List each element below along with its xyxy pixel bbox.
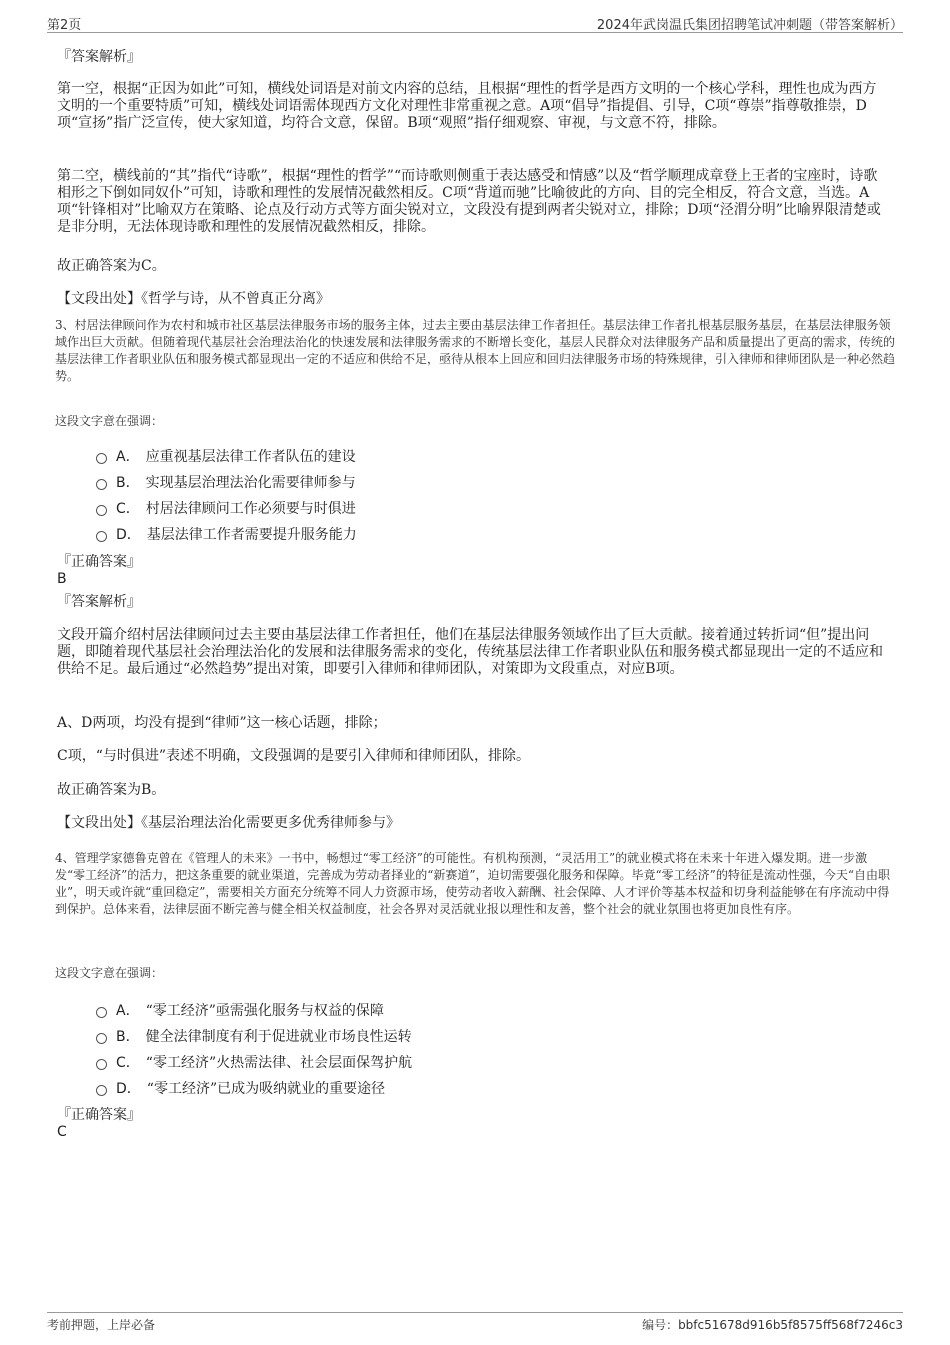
analysis-paragraph: 第一空，根据“正因为如此”可知，横线处词语是对前文内容的总结，且根据“理性的哲学是西方文明的一个核心学科，理性也成为西方文明的一个重要特质”可知，横线处词语需体现西方文化对理性非常重视之意。A项“倡导”指提倡、引导，C项“尊崇”指尊敬推崇，D项“宣扬”指广泛宣传，使大家知道，均符合文意，保留。B项“观照”指仔细观察、审视，与文意不符，排除。 [57, 81, 877, 131]
analysis-label: 『答案解析』 [57, 594, 141, 610]
option-d[interactable]: D． 基层法律工作者需要提升服务能力 [96, 524, 357, 544]
analysis-paragraph: 第二空，横线前的“其”指代“诗歌”，根据“理性的哲学”“而诗歌则侧重于表达感受和情感”以及“哲学顺理成章登上王者的宝座时，诗歌相形之下倒如同奴仆”可知，诗歌和理性的发展情况截然相反。C项“背道而驰”比喻彼此的方向、目的完全相反，符合文意，当选。A项“针锋相对”比喻双方在策略、论点及行动方式等方面尖锐对立，文段没有提到两者尖锐对立，排除；D项“泾渭分明”比喻界限清楚或是非分明，无法体现诗歌和理性的发展情况截然相反，排除。 [57, 168, 881, 235]
option-text: 实现基层治理法治化需要律师参与 [145, 475, 356, 491]
radio-icon[interactable] [96, 479, 107, 490]
correct-answer: B [57, 571, 67, 587]
radio-icon[interactable] [96, 1059, 107, 1070]
analysis-paragraph: 文段开篇介绍村居法律顾问过去主要由基层法律工作者担任，他们在基层法律服务领域作出了巨大贡献。接着通过转折词“但”提出问题，即随着现代基层社会治理法治化的发展和法律服务需求的变化，传统基层法律工作者职业队伍和服务模式都显现出一定的不适应和供给不足。最后通过“必然趋势”提出对策，即要引入律师和律师团队，对策即为文段重点，对应B项。 [57, 627, 883, 677]
correct-answer-label: 『正确答案』 [57, 554, 141, 570]
radio-icon[interactable] [96, 1007, 107, 1018]
radio-icon[interactable] [96, 1085, 107, 1096]
question-stem: 3、村居法律顾问作为农村和城市社区基层法律服务市场的服务主体，过去主要由基层法律工作者担任。基层法律工作者扎根基层服务基层，在基层法律服务领域作出巨大贡献。但随着现代基层社会治理法治化的快速发展和法律服务需求的不断增长变化，基层人民群众对法律服务产品和质量提出了更高的需求，传统的基层法律工作者职业队伍和服务模式都显现出一定的不适应和供给不足，亟待从根本上回应和回归法律服务市场的特殊规律，引入律师和律师团队是一种必然趋势。 [55, 318, 896, 383]
document-title: 2024年武岗温氏集团招聘笔试冲刺题（带答案解析） [596, 18, 903, 33]
option-text: “零工经济”火热需法律、社会层面保驾护航 [145, 1055, 413, 1071]
option-c[interactable]: C． “零工经济”火热需法律、社会层面保驾护航 [96, 1052, 412, 1072]
option-b[interactable]: B． 实现基层治理法治化需要律师参与 [96, 472, 356, 492]
option-text: “零工经济”已成为吸纳就业的重要途径 [146, 1081, 386, 1097]
question-stem: 4、管理学家德鲁克曾在《管理人的未来》一书中，畅想过“零工经济”的可能性。有机构预测，“灵活用工”的就业模式将在未来十年进入爆发期。进一步激发“零工经济”的活力，把这条重要的就业渠道，完善成为劳动者择业的“新赛道”，迫切需要强化服务和保障。毕竟“零工经济”的特征是流动性强，今天“自由职业”，明天或许就“重回稳定”，需要相关方面充分统筹不同人力资源市场，使劳动者收入薪酬、社会保障、人才评价等基本权益和切身利益能够在有序流动中得到保护。总体来看，法律层面不断完善与健全相关权益制度，社会各界对灵活就业报以理性和友善，整个社会的就业氛围也将更加良性有序。 [55, 851, 890, 916]
source-citation: 【文段出处】《基层治理法治化需要更多优秀律师参与》 [57, 815, 400, 831]
correct-answer: C [57, 1124, 67, 1140]
option-text: 应重视基层法律工作者队伍的建设 [145, 449, 356, 465]
option-text: 村居法律顾问工作必须要与时俱进 [145, 501, 356, 517]
page-header [47, 12, 903, 33]
source-citation: 【文段出处】《哲学与诗，从不曾真正分离》 [57, 291, 330, 307]
question-prompt: 这段文字意在强调： [55, 414, 164, 428]
page-number: 第2页 [47, 18, 82, 33]
radio-icon[interactable] [96, 1033, 107, 1044]
radio-icon[interactable] [96, 505, 107, 516]
option-c[interactable]: C． 村居法律顾问工作必须要与时俱进 [96, 498, 356, 518]
radio-icon[interactable] [96, 531, 107, 542]
option-b[interactable]: B． 健全法律制度有利于促进就业市场良性运转 [96, 1026, 412, 1046]
option-text: 基层法律工作者需要提升服务能力 [146, 527, 357, 543]
option-a[interactable]: A． “零工经济”亟需强化服务与权益的保障 [96, 1000, 384, 1020]
analysis-paragraph: A、D两项，均没有提到“律师”这一核心话题，排除； [57, 715, 387, 731]
question-prompt: 这段文字意在强调： [55, 966, 164, 980]
page-footer [47, 1312, 903, 1333]
answer-conclusion: 故正确答案为B。 [57, 782, 166, 798]
footer-slogan: 考前押题，上岸必备 [47, 1318, 156, 1332]
option-a[interactable]: A． 应重视基层法律工作者队伍的建设 [96, 446, 356, 466]
answer-conclusion: 故正确答案为C。 [57, 258, 166, 274]
option-text: “零工经济”亟需强化服务与权益的保障 [145, 1003, 384, 1019]
analysis-label: 『答案解析』 [57, 49, 141, 65]
option-text: 健全法律制度有利于促进就业市场良性运转 [145, 1029, 412, 1045]
analysis-paragraph: C项，“与时俱进”表述不明确，文段强调的是要引入律师和律师团队，排除。 [57, 748, 531, 764]
document-id: 编号：bbfc51678d916b5f8575ff568f7246c3 [642, 1318, 903, 1332]
option-d[interactable]: D． “零工经济”已成为吸纳就业的重要途径 [96, 1078, 385, 1098]
correct-answer-label: 『正确答案』 [57, 1107, 141, 1123]
radio-icon[interactable] [96, 453, 107, 464]
